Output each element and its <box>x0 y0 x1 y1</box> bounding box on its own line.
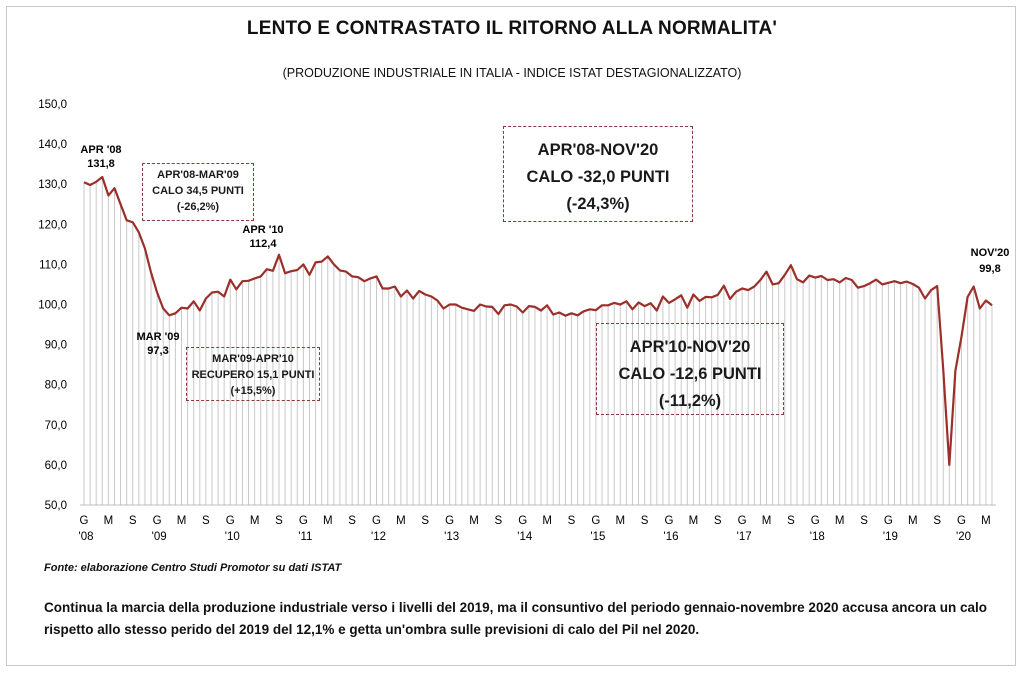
x-tick-label: S <box>348 515 356 527</box>
box-line: CALO -32,0 PUNTI <box>526 168 670 186</box>
x-year-label: '17 <box>736 531 752 543</box>
x-year-label: '14 <box>517 531 533 543</box>
x-tick-label: M <box>249 515 260 527</box>
x-tick-label: G <box>298 515 308 527</box>
x-tick-label: G <box>225 515 235 527</box>
x-year-label: '19 <box>882 531 898 543</box>
x-tick-label: S <box>640 515 649 527</box>
x-tick-label: S <box>128 515 137 527</box>
x-tick-label: S <box>933 515 941 527</box>
x-year-label: '16 <box>663 531 679 543</box>
x-tick-label: S <box>787 515 795 527</box>
annot-apr08-value: 131,8 <box>87 158 115 170</box>
annotation-box-apr08-nov20 <box>503 126 693 222</box>
x-tick-label: S <box>713 515 722 527</box>
y-axis <box>38 99 67 512</box>
x-tick-label: M <box>469 515 479 527</box>
x-tick-label: G <box>79 515 89 527</box>
annot-mar09-value: 97,3 <box>147 345 169 357</box>
x-tick-label: G <box>152 515 162 527</box>
box-line: (+15,5%) <box>230 385 276 397</box>
y-tick-label: 70,0 <box>44 419 67 432</box>
chart-title: LENTO E CONTRASTATO IL RITORNO ALLA NORMALITA' <box>246 18 778 39</box>
x-year-label: '11 <box>298 531 313 543</box>
x-year-label: '10 <box>224 531 240 543</box>
annot-apr10-label: APR '10 <box>242 224 284 236</box>
x-tick-label: G <box>810 515 820 527</box>
x-tick-label: G <box>445 515 455 527</box>
x-tick-label: G <box>664 515 674 527</box>
annot-nov20-label: NOV'20 <box>970 247 1010 259</box>
box-line: CALO -12,6 PUNTI <box>618 365 762 383</box>
y-tick-label: 110,0 <box>39 259 67 272</box>
y-tick-label: 100,0 <box>38 299 67 312</box>
y-tick-label: 150,0 <box>38 99 67 111</box>
y-tick-label: 80,0 <box>44 379 67 392</box>
y-tick-label: 60,0 <box>44 459 67 472</box>
x-tick-label: M <box>688 515 699 527</box>
y-tick-label: 130,0 <box>38 179 67 192</box>
x-tick-label: M <box>761 515 772 527</box>
x-tick-label: S <box>860 515 868 527</box>
bar-background <box>80 177 996 505</box>
annotation-box-mar09-apr10 <box>186 347 320 401</box>
y-tick-label: 50,0 <box>44 500 67 512</box>
y-tick-label: 90,0 <box>44 339 67 352</box>
x-tick-label: M <box>542 515 552 527</box>
box-line: APR'08-MAR'09 <box>157 169 239 181</box>
x-tick-label: M <box>396 515 406 527</box>
x-year-label: '12 <box>371 531 387 543</box>
x-tick-label: M <box>981 515 991 527</box>
annotation-box-apr08-mar09 <box>142 163 254 221</box>
x-year-label: '09 <box>151 531 167 543</box>
x-tick-label: G <box>883 515 893 527</box>
x-tick-label: S <box>567 515 576 527</box>
box-line: APR'08-NOV'20 <box>537 141 659 159</box>
x-tick-label: G <box>957 515 967 527</box>
annot-mar09-label: MAR '09 <box>136 331 180 343</box>
x-axis <box>79 515 991 543</box>
x-tick-label: G <box>591 515 601 527</box>
annot-nov20-value: 99,8 <box>979 263 1001 275</box>
y-tick-label: 120,0 <box>38 219 67 232</box>
source-note: Fonte: elaborazione Centro Studi Promotor su dati ISTAT <box>44 562 342 574</box>
annot-apr08-label: APR '08 <box>80 144 122 156</box>
x-tick-label: G <box>372 515 381 527</box>
box-line: RECUPERO 15,1 PUNTI <box>191 369 315 381</box>
box-line: (-26,2%) <box>176 201 220 213</box>
x-tick-label: M <box>907 515 918 527</box>
box-line: CALO 34,5 PUNTI <box>152 185 244 197</box>
box-line: APR'10-NOV'20 <box>629 338 751 356</box>
x-year-label: '18 <box>809 531 825 543</box>
x-tick-label: S <box>421 515 430 527</box>
x-year-label: '20 <box>956 531 972 543</box>
chart-subtitle: (PRODUZIONE INDUSTRIALE IN ITALIA - INDICE ISTAT DESTAGIONALIZZATO) <box>282 66 742 80</box>
y-tick-label: 140,0 <box>38 139 67 152</box>
box-line: (-11,2%) <box>658 392 722 410</box>
x-tick-label: S <box>275 515 283 527</box>
x-year-label: '13 <box>444 531 460 543</box>
box-line: (-24,3%) <box>566 195 630 213</box>
x-tick-label: M <box>176 515 187 527</box>
annot-apr10-value: 112,4 <box>249 238 277 250</box>
x-tick-label: M <box>834 515 845 527</box>
annotation-box-apr10-nov20 <box>596 323 784 415</box>
caption-text: Continua la marcia della produzione industriale verso i livelli del 2019, ma il consuntivo del periodo gennaio-novembre 2020 accusa ancora un calo rispetto allo stesso perido del 2019 del 12,1% e getta un'ombra sulle previsioni di calo del Pil nel 2020. <box>44 600 988 637</box>
x-tick-label: G <box>518 515 528 527</box>
x-tick-label: M <box>615 515 626 527</box>
x-tick-label: S <box>494 515 503 527</box>
x-year-label: '15 <box>590 531 606 543</box>
x-tick-label: S <box>202 515 210 527</box>
x-tick-label: G <box>737 515 747 527</box>
box-line: MAR'09-APR'10 <box>212 353 294 365</box>
x-tick-label: M <box>103 515 114 527</box>
x-tick-label: M <box>322 515 333 527</box>
x-year-label: '08 <box>78 531 94 543</box>
